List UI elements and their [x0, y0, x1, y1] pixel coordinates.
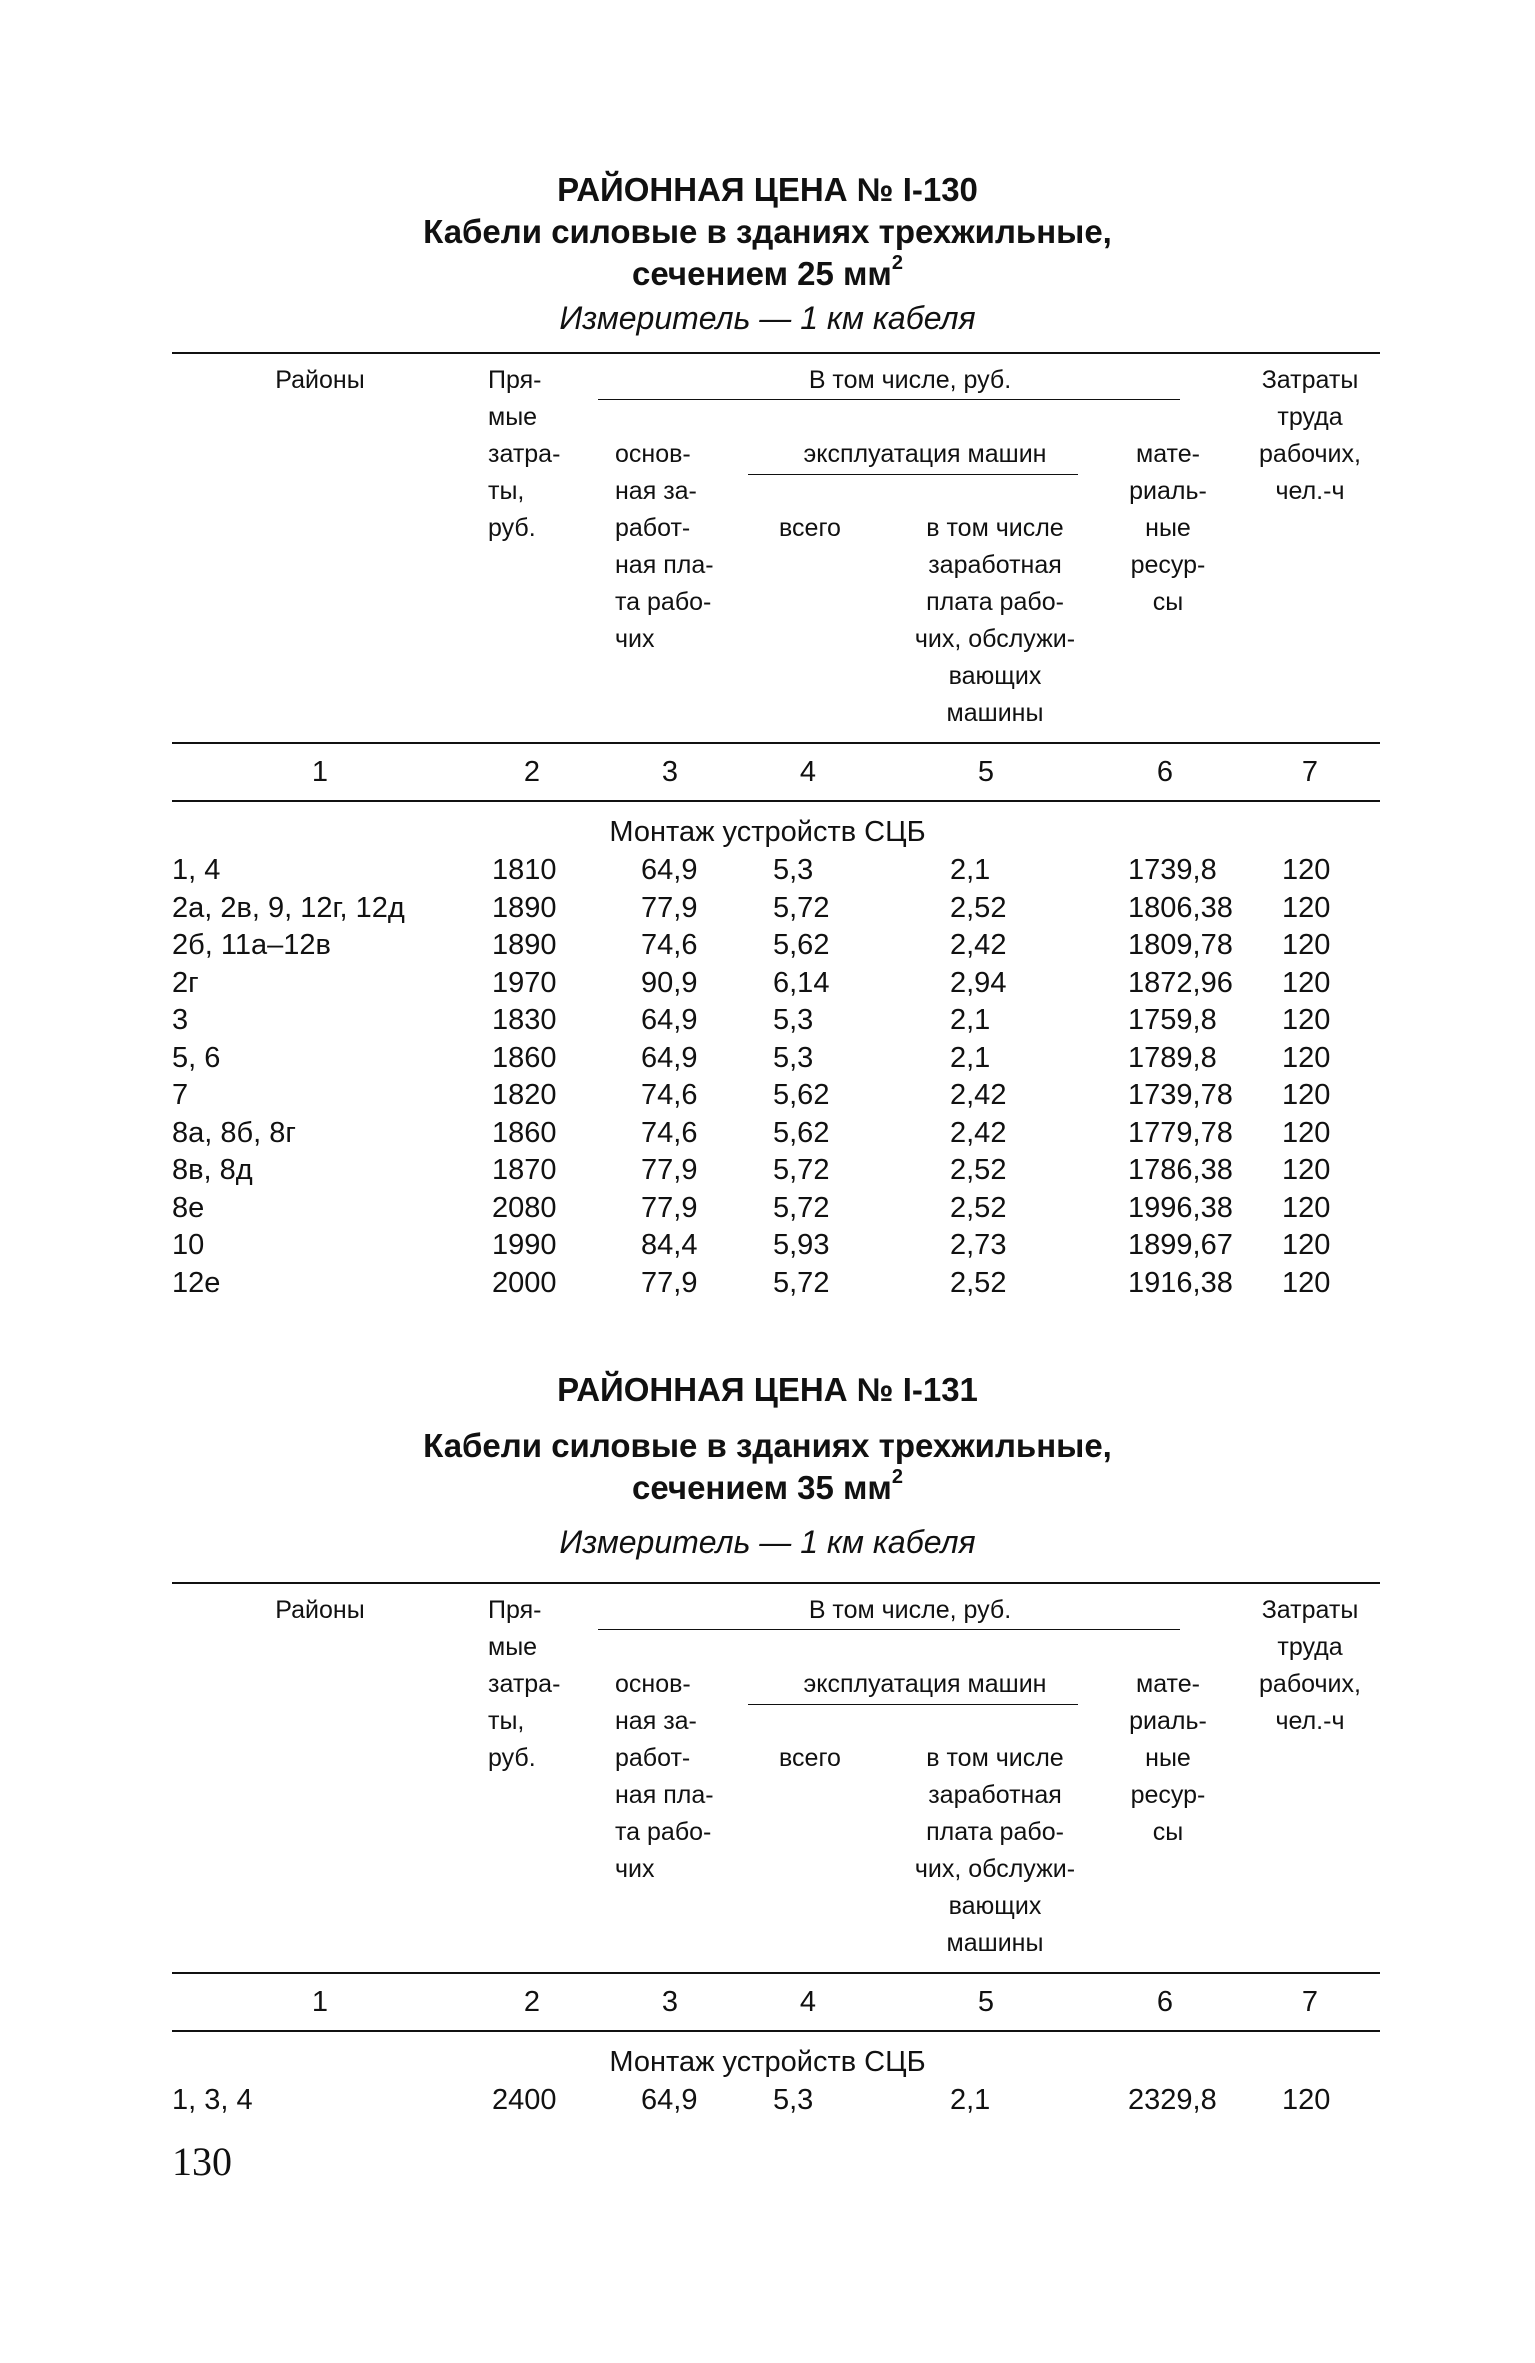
header-materials: мате- риаль- ные ресур- сы [1129, 1670, 1207, 1846]
value-cell: 120 [1282, 966, 1331, 999]
header-group-rule [598, 399, 1180, 400]
value-cell: 77,9 [641, 891, 698, 924]
value-cell: 2,42 [950, 1116, 1007, 1149]
header-operator-wages: в том числе заработная плата рабо- чих, обслужи- вающих машины [914, 514, 1076, 727]
section-title: Монтаж устройств СЦБ [609, 2046, 926, 2078]
value-cell: 120 [1282, 1004, 1331, 1036]
header-direct-costs: Пря- мые затра- ты, руб. [488, 1596, 561, 1772]
value-cell: 5,72 [773, 1154, 830, 1186]
value-cell: 120 [1282, 854, 1331, 886]
value-cell: 1890 [492, 891, 557, 924]
value-cell: 2,1 [950, 854, 991, 886]
value-cell: 74,6 [641, 929, 698, 961]
column-number: 2 [523, 756, 541, 788]
value-cell: 2,52 [950, 1266, 1007, 1299]
column-number: 6 [1156, 1986, 1174, 2018]
header-districts: Районы [275, 1596, 365, 1624]
table-subtitle-line1: Кабели силовые в зданиях трехжильные, [423, 213, 1112, 250]
district-cell: 8е [172, 1191, 205, 1224]
header-operator-wages: в том числе заработная плата рабо- чих, обслужи- вающих машины [914, 1744, 1076, 1957]
value-cell: 1809,78 [1128, 929, 1233, 961]
table-subtitle-line1: Кабели силовые в зданиях трехжильные, [423, 1427, 1112, 1464]
header-machine-operation: эксплуатация машин [803, 440, 1047, 468]
value-cell: 5,62 [773, 1116, 830, 1149]
value-cell: 1786,38 [1128, 1154, 1233, 1186]
value-cell: 1820 [492, 1079, 557, 1111]
value-cell: 84,4 [641, 1229, 698, 1261]
header-total: всего [779, 514, 841, 542]
value-cell: 2329,8 [1128, 2084, 1217, 2116]
value-cell: 77,9 [641, 1266, 698, 1299]
page-number: 130 [172, 2139, 232, 2184]
header-materials: мате- риаль- ные ресур- сы [1129, 440, 1207, 616]
value-cell: 77,9 [641, 1191, 698, 1224]
header-group-including: В том числе, руб. [808, 1596, 1012, 1624]
value-cell: 120 [1282, 1154, 1331, 1186]
value-cell: 77,9 [641, 1154, 698, 1186]
column-number: 5 [977, 1986, 995, 2018]
value-cell: 5,93 [773, 1229, 830, 1261]
district-cell: 10 [172, 1229, 205, 1261]
district-cell: 8а, 8б, 8г [172, 1116, 296, 1149]
value-cell: 1860 [492, 1041, 557, 1074]
header-labor: Затраты труда рабочих, чел.-ч [1259, 1596, 1361, 1735]
value-cell: 64,9 [641, 1041, 698, 1074]
superscript: 2 [891, 1466, 903, 1488]
column-number: 1 [311, 756, 329, 788]
header-subgroup-rule [748, 1704, 1078, 1705]
value-cell: 2,1 [950, 2084, 991, 2116]
district-cell: 12е [172, 1266, 221, 1299]
header-labor: Затраты труда рабочих, чел.-ч [1259, 366, 1361, 505]
district-cell: 3 [172, 1004, 189, 1036]
header-direct-costs: Пря- мые затра- ты, руб. [488, 366, 561, 542]
value-cell: 5,62 [773, 1079, 830, 1111]
value-cell: 1899,67 [1128, 1229, 1233, 1261]
value-cell: 120 [1282, 1116, 1331, 1149]
section-title: Монтаж устройств СЦБ [609, 816, 926, 848]
value-cell: 120 [1282, 891, 1331, 924]
value-cell: 1779,78 [1128, 1116, 1233, 1149]
value-cell: 1872,96 [1128, 966, 1233, 999]
header-bottom-rule [172, 1972, 1380, 1974]
value-cell: 2,52 [950, 1191, 1007, 1224]
column-number-rule [172, 2030, 1380, 2032]
district-cell: 2б, 11а–12в [172, 929, 331, 961]
value-cell: 1759,8 [1128, 1004, 1217, 1036]
header-total: всего [779, 1744, 841, 1772]
value-cell: 120 [1282, 1079, 1331, 1111]
table-subtitle-line2 [0, 1468, 1535, 1508]
value-cell: 1996,38 [1128, 1191, 1233, 1224]
district-cell: 1, 4 [172, 854, 221, 886]
value-cell: 1810 [492, 854, 557, 886]
value-cell: 64,9 [641, 1004, 698, 1036]
value-cell: 5,3 [773, 1041, 814, 1074]
value-cell: 5,62 [773, 929, 830, 961]
value-cell: 1990 [492, 1229, 557, 1261]
value-cell: 1860 [492, 1116, 557, 1149]
header-base-wages: основ- ная за- работ- ная пла- та рабо- чих [615, 440, 714, 653]
value-cell: 1870 [492, 1154, 557, 1186]
value-cell: 5,72 [773, 1191, 830, 1224]
value-cell: 120 [1282, 929, 1331, 961]
header-bottom-rule [172, 742, 1380, 744]
value-cell: 2,42 [950, 929, 1007, 961]
column-number: 1 [311, 1986, 329, 2018]
value-cell: 2000 [492, 1266, 557, 1299]
value-cell: 120 [1282, 1191, 1331, 1224]
value-cell: 120 [1282, 1229, 1331, 1261]
value-cell: 74,6 [641, 1116, 698, 1149]
district-cell: 1, 3, 4 [172, 2084, 253, 2116]
value-cell: 5,72 [773, 891, 830, 924]
value-cell: 2,73 [950, 1229, 1007, 1261]
value-cell: 1890 [492, 929, 557, 961]
measure-unit: Измеритель — 1 км кабеля [559, 300, 976, 336]
column-number: 6 [1156, 756, 1174, 788]
column-number: 5 [977, 756, 995, 788]
value-cell: 120 [1282, 1266, 1331, 1299]
value-cell: 1789,8 [1128, 1041, 1217, 1074]
table-title: РАЙОННАЯ ЦЕНА № І-130 [557, 171, 978, 208]
column-number: 3 [661, 756, 679, 788]
district-cell: 7 [172, 1079, 189, 1111]
value-cell: 5,3 [773, 854, 814, 886]
value-cell: 1916,38 [1128, 1266, 1233, 1299]
value-cell: 120 [1282, 1041, 1331, 1074]
value-cell: 2,94 [950, 966, 1007, 999]
column-number: 4 [799, 756, 817, 788]
value-cell: 2,1 [950, 1041, 991, 1074]
value-cell: 64,9 [641, 854, 698, 886]
column-number: 7 [1301, 756, 1319, 788]
district-cell: 5, 6 [172, 1041, 221, 1074]
district-cell: 8в, 8д [172, 1154, 253, 1186]
superscript: 2 [891, 252, 903, 274]
value-cell: 1739,78 [1128, 1079, 1233, 1111]
table-title: РАЙОННАЯ ЦЕНА № І-131 [557, 1371, 978, 1408]
value-cell: 1739,8 [1128, 854, 1217, 886]
value-cell: 1830 [492, 1004, 557, 1036]
table-top-rule [172, 352, 1380, 354]
value-cell: 2,1 [950, 1004, 991, 1036]
header-districts: Районы [275, 366, 365, 394]
value-cell: 6,14 [773, 966, 830, 999]
subtitle-text: сечением 35 мм [632, 1469, 892, 1506]
measure-unit: Измеритель — 1 км кабеля [559, 1524, 976, 1560]
table-subtitle-line2 [0, 254, 1535, 294]
column-number: 4 [799, 1986, 817, 2018]
value-cell: 2080 [492, 1191, 557, 1224]
header-machine-operation: эксплуатация машин [803, 1670, 1047, 1698]
value-cell: 74,6 [641, 1079, 698, 1111]
value-cell: 2,42 [950, 1079, 1007, 1111]
column-number: 2 [523, 1986, 541, 2018]
header-base-wages: основ- ная за- работ- ная пла- та рабо- чих [615, 1670, 714, 1883]
value-cell: 64,9 [641, 2084, 698, 2116]
value-cell: 1970 [492, 966, 557, 999]
district-cell: 2а, 2в, 9, 12г, 12д [172, 891, 405, 924]
column-number-rule [172, 800, 1380, 802]
header-group-rule [598, 1629, 1180, 1630]
subtitle-text: сечением 25 мм [632, 255, 892, 292]
value-cell: 90,9 [641, 966, 698, 999]
value-cell: 1806,38 [1128, 891, 1233, 924]
value-cell: 5,3 [773, 2084, 814, 2116]
table-top-rule [172, 1582, 1380, 1584]
value-cell: 5,72 [773, 1266, 830, 1299]
value-cell: 5,3 [773, 1004, 814, 1036]
value-cell: 2,52 [950, 891, 1007, 924]
header-group-including: В том числе, руб. [808, 366, 1012, 394]
column-number: 3 [661, 1986, 679, 2018]
column-number: 7 [1301, 1986, 1319, 2018]
header-subgroup-rule [748, 474, 1078, 475]
value-cell: 120 [1282, 2084, 1331, 2116]
value-cell: 2,52 [950, 1154, 1007, 1186]
district-cell: 2г [172, 966, 199, 999]
value-cell: 2400 [492, 2084, 557, 2116]
